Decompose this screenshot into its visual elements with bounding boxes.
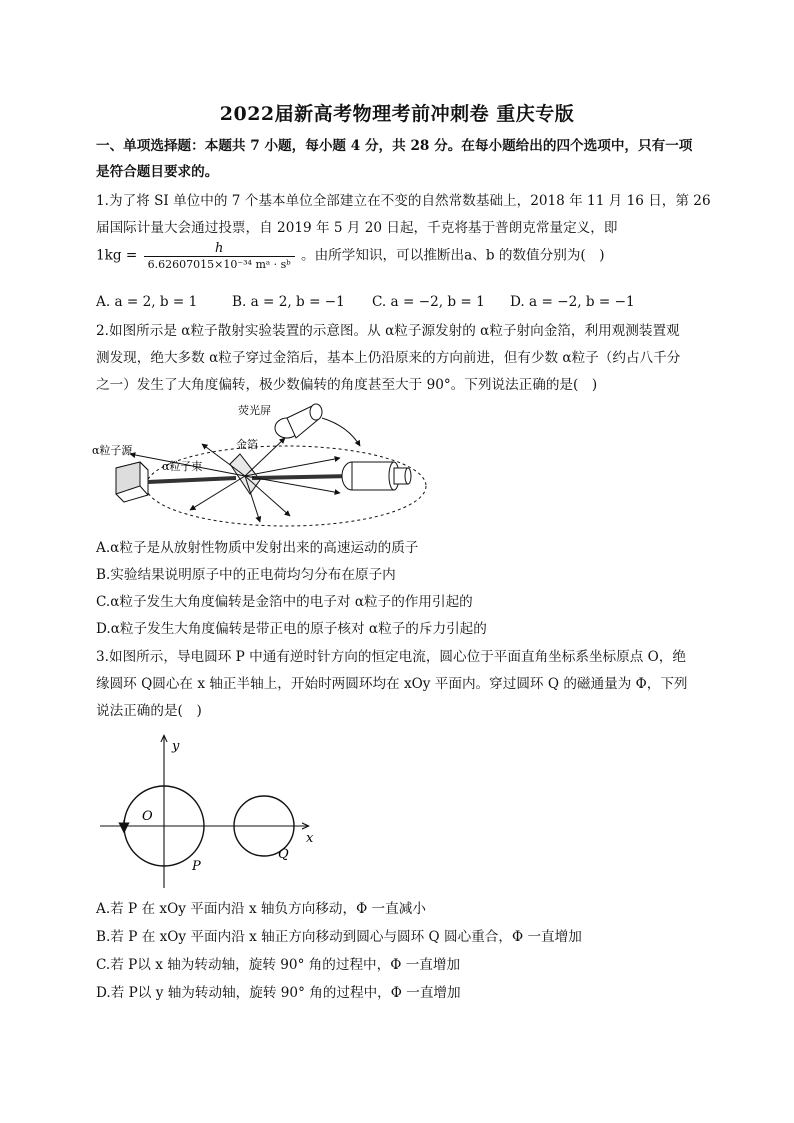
q3-option-c[interactable]: C.若 P以 x 轴为转动轴，旋转 90° 角的过程中，Φ 一直增加 <box>96 957 461 973</box>
alpha-beam <box>148 478 236 482</box>
q1-option-c[interactable]: C. a = −2, b = 1 <box>372 294 485 310</box>
label-ring-q: Q <box>278 847 289 862</box>
alpha-source-box <box>116 462 148 502</box>
q2-option-c[interactable]: C.α粒子发生大角度偏转是金箔中的电子对 α粒子的作用引起的 <box>96 594 473 610</box>
q1-formula-lhs: 1kg = <box>96 247 138 264</box>
label-alpha-source: α粒子源 <box>92 444 133 457</box>
page-title: 2022届新高考物理考前冲刺卷 重庆专版 <box>219 103 575 125</box>
q2-stem-line2: 测发现，绝大多数 α粒子穿过金箔后，基本上仍沿原来的方向前进，但有少数 α粒子（约占八千分 <box>96 350 681 366</box>
alpha-scattering-figure <box>90 398 430 528</box>
q1-formula <box>96 241 605 271</box>
q1-stem-line1: 1.为了将 SI 单位中的 7 个基本单位全部建立在不变的自然常数基础上，2018 年 11 月 16 日，第 26 <box>96 193 711 209</box>
q1-option-d[interactable]: D. a = −2, b = −1 <box>510 294 635 310</box>
microscope-detector-right <box>342 462 411 490</box>
label-fluorescent-screen: 荧光屏 <box>238 404 271 417</box>
q1-formula-tail: 。由所学知识，可以推断出a、b 的数值分别为( ) <box>301 247 605 264</box>
transmitted-beam <box>252 476 352 478</box>
q3-option-a[interactable]: A.若 P 在 xOy 平面内沿 x 轴负方向移动，Φ 一直减小 <box>96 901 426 917</box>
q1-fraction-denominator: 6.62607015×10⁻³⁴ mᵃ · sᵇ <box>147 258 291 271</box>
label-y-axis: y <box>172 739 180 754</box>
q3-stem-line3: 说法正确的是( ) <box>96 703 202 719</box>
coordinate-rings-figure <box>96 732 336 890</box>
q1-fraction <box>144 241 295 271</box>
label-alpha-beam: α粒子束 <box>162 460 203 473</box>
q2-option-b[interactable]: B.实验结果说明原子中的正电荷均匀分布在原子内 <box>96 567 396 583</box>
q3-stem-line1: 3.如图所示，导电圆环 P 中通有逆时针方向的恒定电流，圆心位于平面直角坐标系坐标原点 O，绝 <box>96 649 686 665</box>
q2-stem-line3: 之一）发生了大角度偏转，极少数偏转的角度甚至大于 90°。下列说法正确的是( ) <box>96 377 598 393</box>
q3-option-d[interactable]: D.若 P以 y 轴为转动轴，旋转 90° 角的过程中，Φ 一直增加 <box>96 985 461 1001</box>
q2-option-d[interactable]: D.α粒子发生大角度偏转是带正电的原子核对 α粒子的斥力引起的 <box>96 621 487 637</box>
section-heading-line2: 是符合题目要求的。 <box>96 164 219 180</box>
q2-option-a[interactable]: A.α粒子是从放射性物质中发射出来的高速运动的质子 <box>96 540 419 556</box>
label-ring-p: P <box>192 859 201 874</box>
q3-option-b[interactable]: B.若 P 在 xOy 平面内沿 x 轴正方向移动到圆心与圆环 Q 圆心重合，Φ 一直增加 <box>96 929 582 945</box>
q1-option-b[interactable]: B. a = 2, b = −1 <box>232 294 345 310</box>
label-gold-foil: 金箔 <box>236 438 258 451</box>
q3-stem-line2: 缘圆环 Q圆心在 x 轴正半轴上，开始时两圆环均在 xOy 平面内。穿过圆环 Q 的磁通量为 Φ，下列 <box>96 676 688 692</box>
label-x-axis: x <box>306 831 314 846</box>
q1-option-a[interactable]: A. a = 2, b = 1 <box>96 294 198 310</box>
q1-stem-line2: 届国际计量大会通过投票，自 2019 年 5 月 20 日起，千克将基于普朗克常量定义，即 <box>96 220 618 236</box>
label-origin-o: O <box>142 809 153 824</box>
rotation-arrow <box>322 418 360 446</box>
fluorescent-screen-detector <box>275 404 322 438</box>
q2-stem-line1: 2.如图所示是 α粒子散射实验装置的示意图。从 α粒子源发射的 α粒子射向金箔，利用观测装置观 <box>96 323 680 339</box>
section-heading-line1: 一、单项选择题：本题共 7 小题，每小题 4 分，共 28 分。在每小题给出的四个选项中，只有一项 <box>96 138 693 154</box>
q1-fraction-numerator: h <box>144 241 295 257</box>
